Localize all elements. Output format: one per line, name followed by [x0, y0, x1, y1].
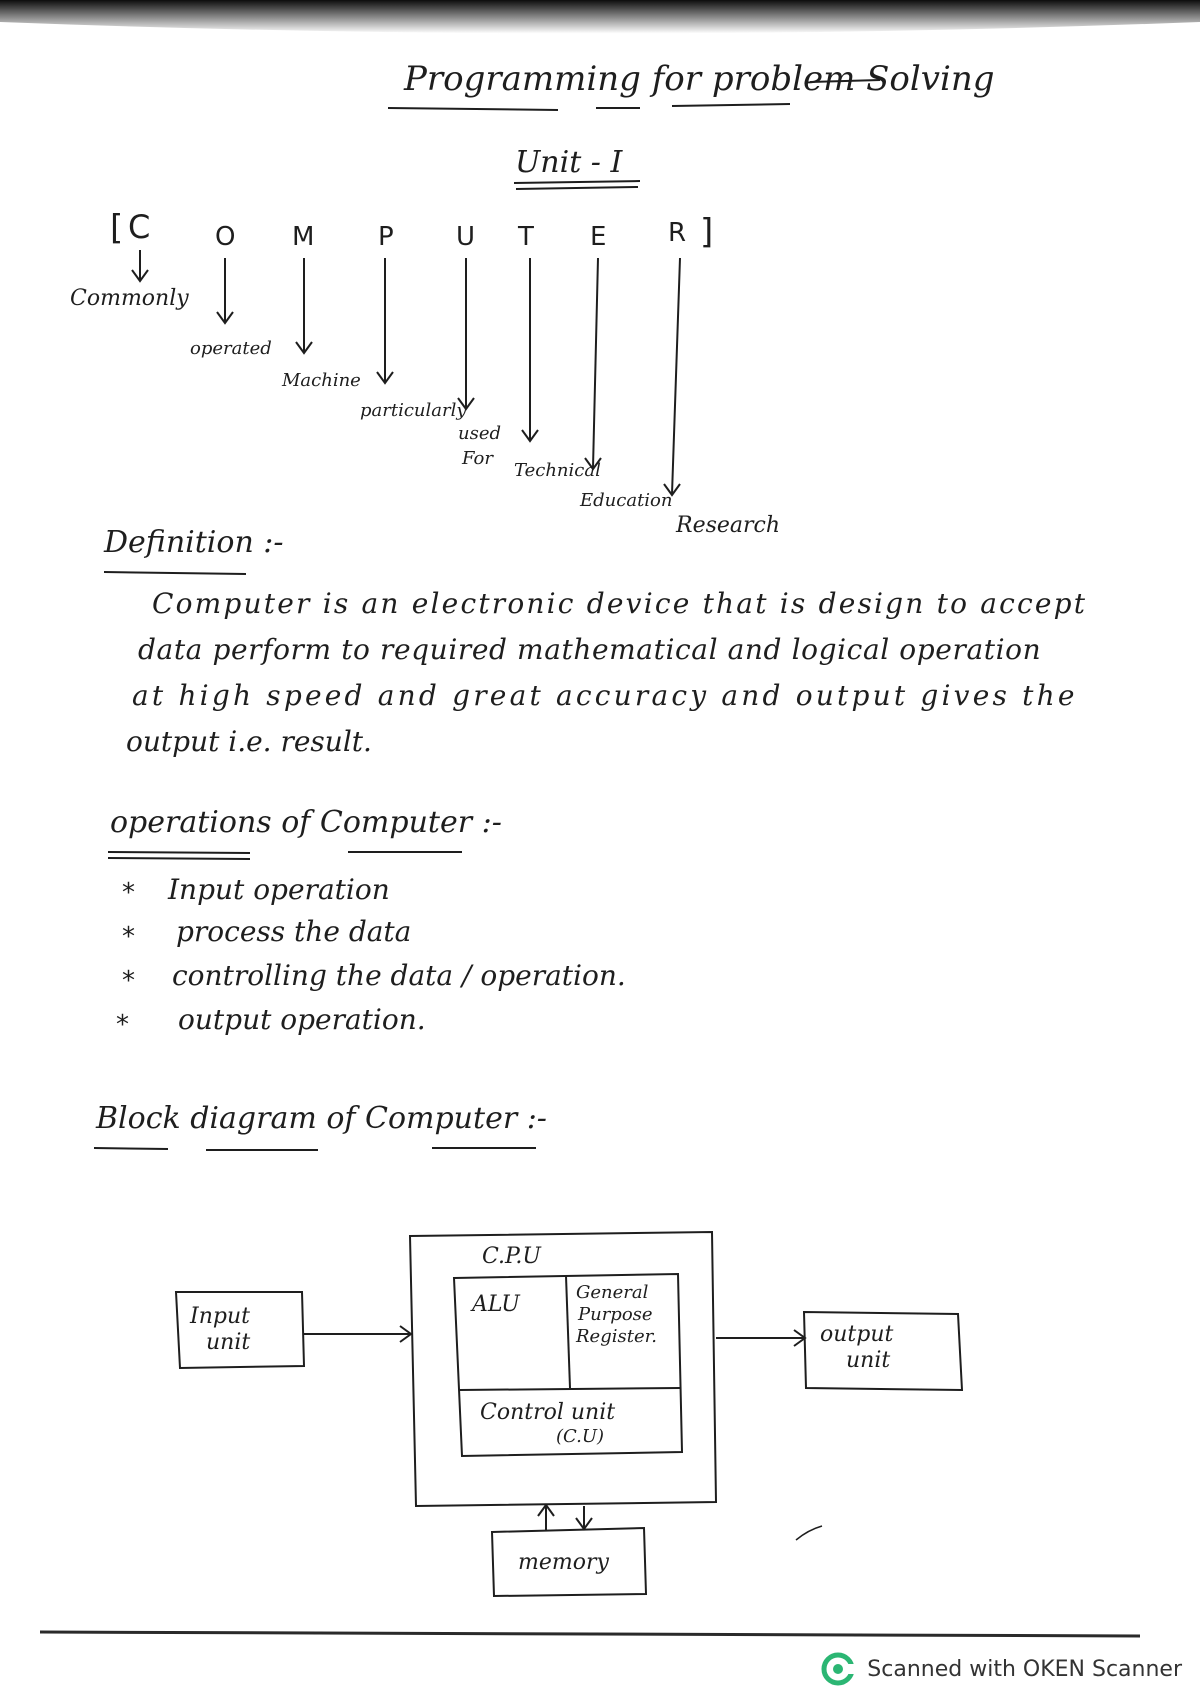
operation-item: output operation. [178, 1003, 426, 1036]
acronym-word-machine: Machine [282, 370, 361, 391]
operation-bullet: * [116, 1010, 129, 1040]
acronym-letter-r: R [668, 218, 687, 248]
acronym-letter-u: U [456, 222, 476, 252]
acronym-word-for: For [462, 448, 493, 469]
output-unit-label-line-2: unit [846, 1348, 891, 1373]
operation-item: controlling the data / operation. [172, 959, 626, 992]
acronym-letter-o: O [215, 222, 236, 252]
acronym-letter-m: M [292, 222, 315, 252]
acronym-word-education: Education [580, 490, 673, 511]
acronym-letter-t: T [518, 222, 534, 252]
scanner-footer-text: Scanned with OKEN Scanner [867, 1656, 1182, 1682]
gpr-label-line-1: General [576, 1282, 649, 1303]
definition-heading: Definition :- [104, 525, 284, 560]
definition-line-4: output i.e. result. [126, 725, 372, 758]
page-title: Programming for problem Solving [404, 59, 995, 99]
operation-bullet: * [122, 922, 135, 952]
output-unit-label-line-1: output [820, 1322, 894, 1347]
operation-bullet: * [122, 966, 135, 996]
operations-heading: operations of Computer :- [110, 805, 502, 840]
acronym-word-operated: operated [190, 338, 272, 359]
acronym-word-research: Research [676, 513, 781, 538]
block-diagram-heading: Block diagram of Computer :- [96, 1101, 547, 1136]
acronym-bracket-open: [ [110, 208, 124, 248]
acronym-bracket-close: ] [700, 212, 714, 252]
acronym-letter-e: E [590, 222, 607, 252]
gpr-label-line-3: Register. [576, 1326, 657, 1347]
gpr-label-line-2: Purpose [578, 1304, 653, 1325]
operation-item: process the data [176, 915, 412, 948]
definition-line-2: data perform to required mathematical and logical operation [138, 633, 1042, 666]
control-unit-label-line-2: (C.U) [556, 1426, 605, 1447]
acronym-word-particularly: particularly [360, 400, 467, 421]
oken-scanner-logo-icon [821, 1652, 855, 1686]
acronym-letter-p: P [378, 222, 394, 252]
memory-label: memory [518, 1550, 609, 1575]
unit-heading: Unit - I [515, 145, 623, 180]
cpu-label: C.P.U [482, 1244, 541, 1269]
acronym-word-technical: Technical [514, 460, 601, 481]
acronym-word-used: used [458, 423, 502, 444]
scanner-footer [821, 1652, 1182, 1686]
input-unit-label-line-2: unit [206, 1330, 251, 1355]
input-unit-label-line-1: Input [190, 1304, 250, 1329]
definition-line-1: Computer is an electronic device that is design to accept [152, 587, 1088, 620]
operation-item: Input operation [168, 873, 390, 906]
operation-bullet: * [122, 878, 135, 908]
acronym-word-commonly: Commonly [70, 286, 189, 311]
control-unit-label-line-1: Control unit [480, 1400, 616, 1425]
alu-label: ALU [472, 1292, 520, 1317]
acronym-letter-c: C [128, 208, 151, 246]
definition-line-3: at high speed and great accuracy and output gives the [132, 679, 1078, 712]
